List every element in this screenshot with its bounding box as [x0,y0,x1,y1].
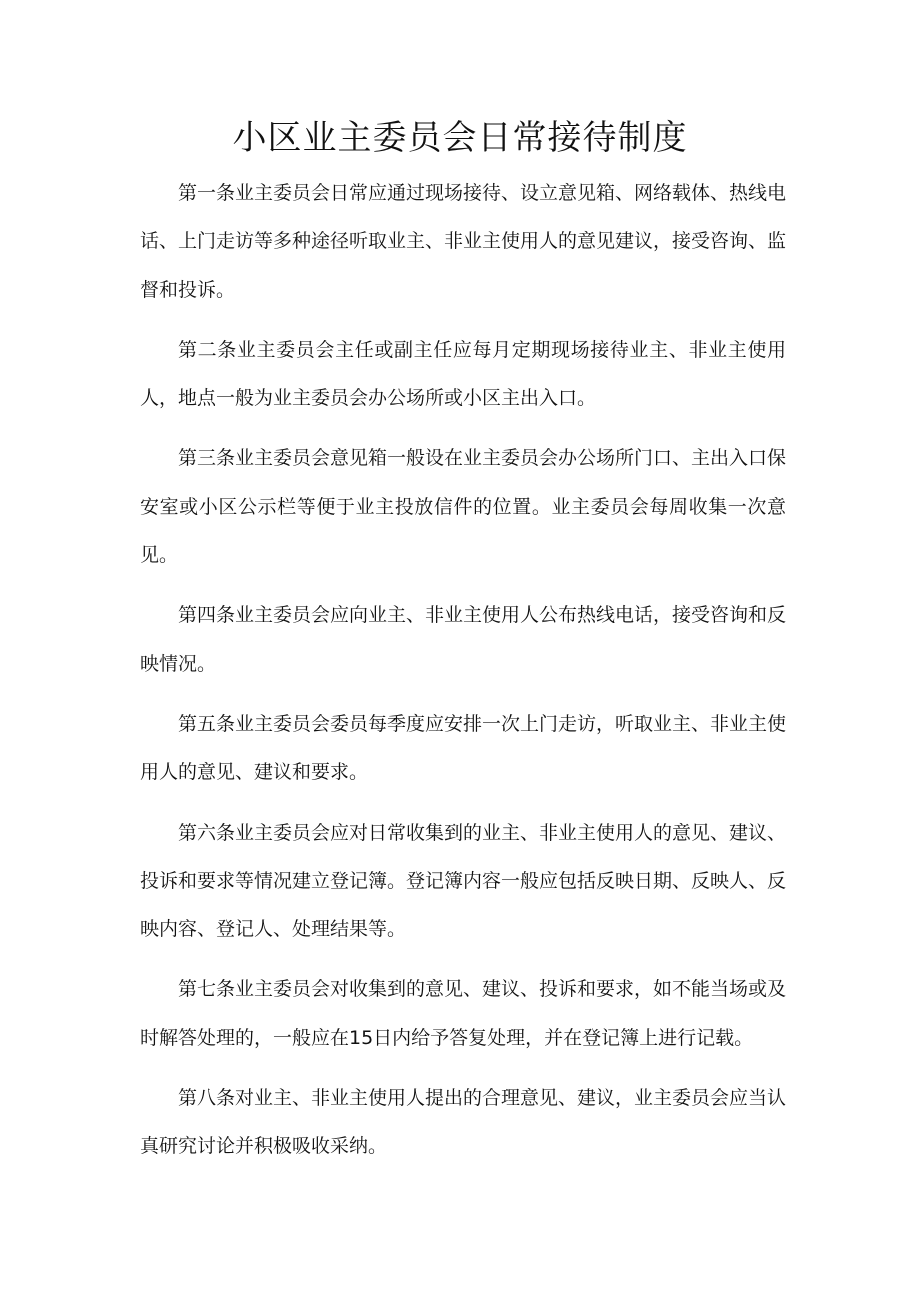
article-8: 第八条对业主、非业主使用人提出的合理意见、建议，业主委员会应当认真研究讨论并积极吸收采纳。 [140,1087,787,1158]
article-6: 第六条业主委员会应对日常收集到的业主、非业主使用人的意见、建议、投诉和要求等情况建立登记簿。登记簿内容一般应包括反映日期、反映人、反映内容、登记人、处理结果等。 [140,821,787,941]
document-body [140,169,786,1183]
document-title: 小区业主委员会日常接待制度 [232,118,688,158]
article-2: 第二条业主委员会主任或副主任应每月定期现场接待业主、非业主使用人，地点一般为业主委员会办公场所或小区主出入口。 [140,338,786,410]
article-3: 第三条业主委员会意见箱一般设在业主委员会办公场所门口、主出入口保安室或小区公示栏等便于业主投放信件的位置。业主委员会每周收集一次意见。 [140,447,787,567]
article-4: 第四条业主委员会应向业主、非业主使用人公布热线电话，接受咨询和反映情况。 [140,604,787,675]
article-7: 第七条业主委员会对收集到的意见、建议、投诉和要求，如不能当场或及时解答处理的，一般应在15日内给予答复处理，并在登记簿上进行记载。 [140,978,787,1049]
article-5: 第五条业主委员会委员每季度应安排一次上门走访，听取业主、非业主使用人的意见、建议和要求。 [140,712,787,784]
article-1: 第一条业主委员会日常应通过现场接待、设立意见箱、网络载体、热线电话、上门走访等多种途径听取业主、非业主使用人的意见建议，接受咨询、监督和投诉。 [140,182,787,301]
